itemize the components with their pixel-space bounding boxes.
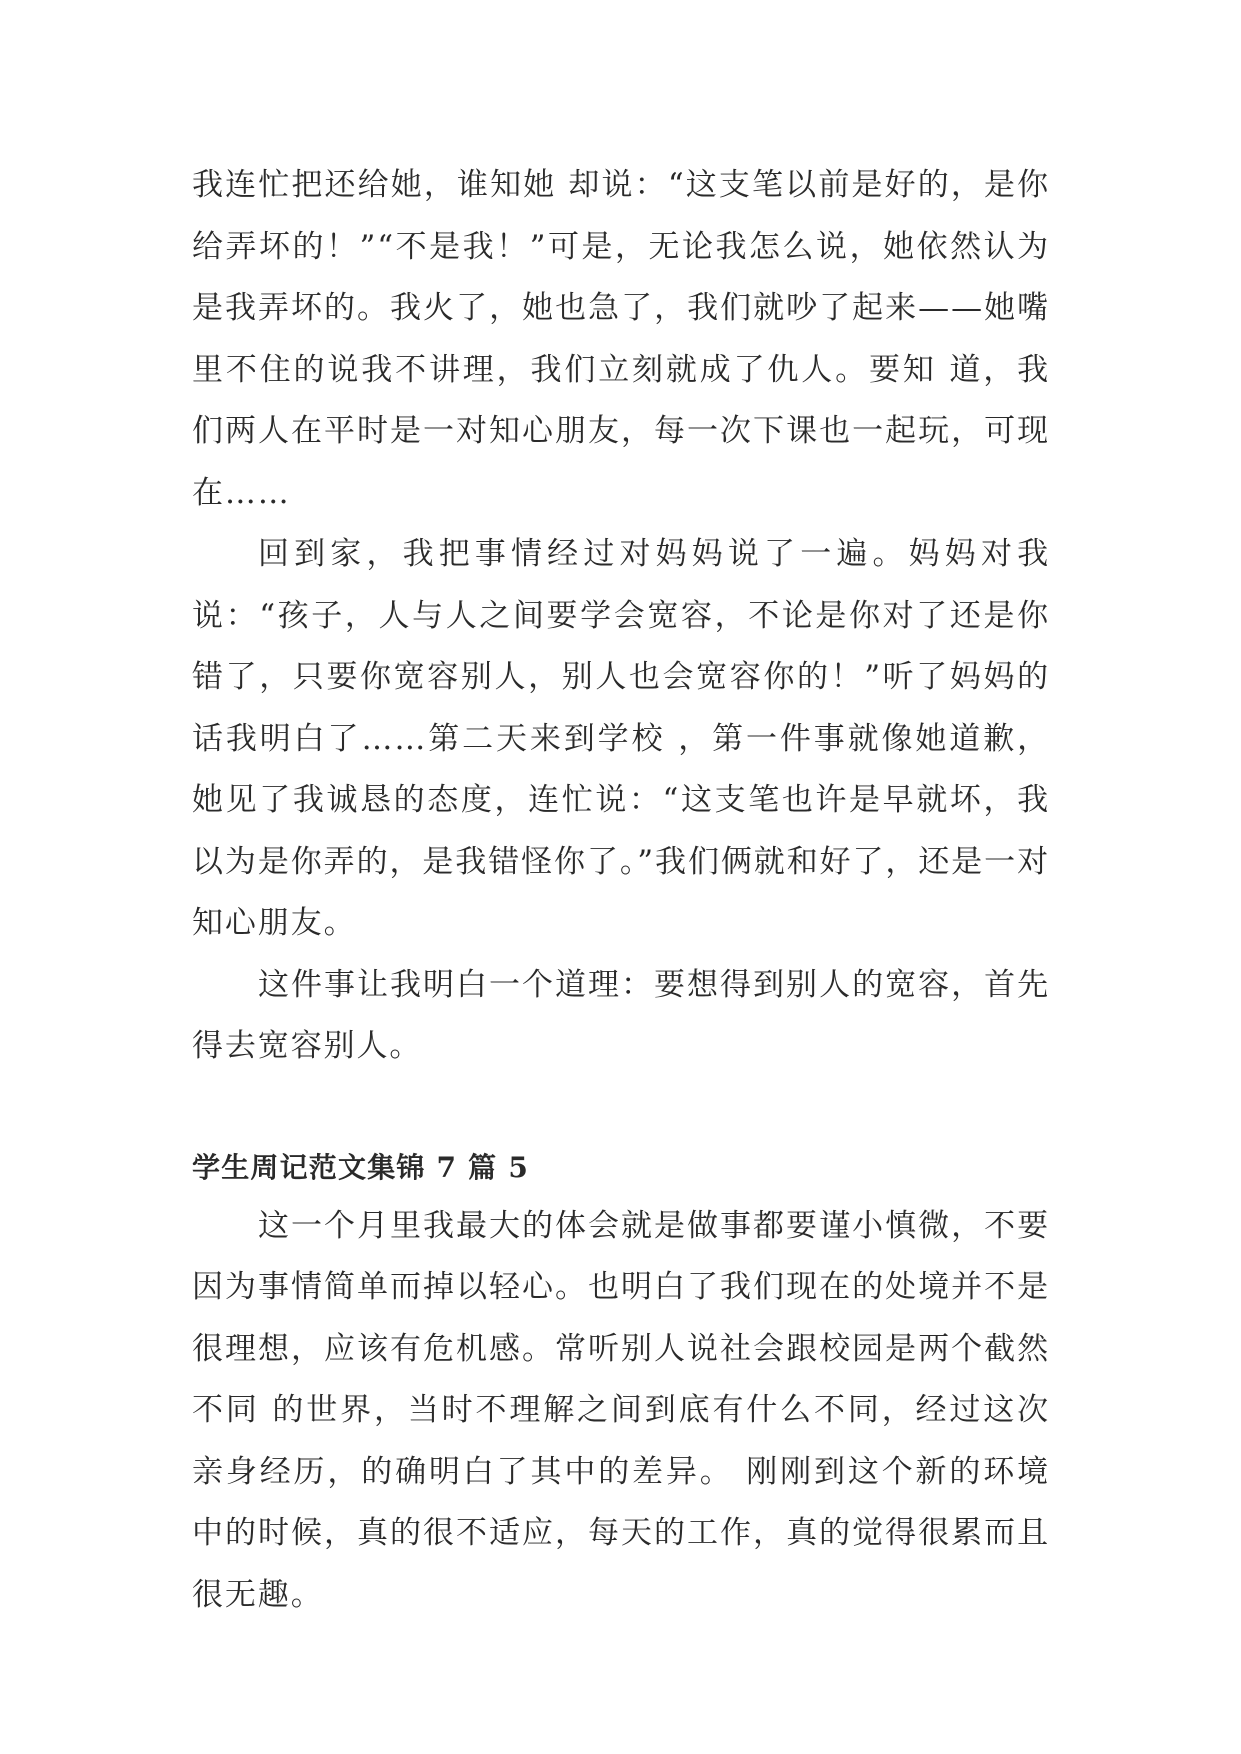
paragraph-monthly-reflection: 这一个月里我最大的体会就是做事都要谨小慎微，不要因为事情简单而掉以轻心。也明白了我们现在的处境并不是很理想，应该有危机感。常听别人说社会跟校园是两个截然不同 的世界，当时不理解之间到底有什么不同，经过这次亲身经历，的确明白了其中的差异。 刚刚到这个新的环境中的时候，真的很不适应，每天的工作，真的觉得很累而且很无趣。: [192, 1207, 1050, 1613]
paragraph-quarrel: 我连忙把还给她，谁知她 却说：“这支笔以前是好的，是你给弄坏的！”“不是我！”可是，无论我怎么说，她依然认为是我弄坏的。我火了，她也急了，我们就吵了起来——她嘴里不住的说我不讲理，我们立刻就成了仇人。要知 道，我们两人在平时是一对知心朋友，每一次下课也一起玩，可现在……: [192, 167, 1050, 511]
section-heading: 学生周记范文集锦 7 篇 5: [192, 1150, 530, 1184]
paragraph-mother-advice: 回到家，我把事情经过对妈妈说了一遍。妈妈对我说：“孩子，人与人之间要学会宽容，不论是你对了还是你错了，只要你宽容别人，别人也会宽容你的！”听了妈妈的话我明白了……第二天来到学校 ，第一件事就像她道歉，她见了我诚恳的态度，连忙说：“这支笔也许是早就坏，我以为是你弄的，是我错怪你了。”我们俩就和好了，还是一对知心朋友。: [192, 536, 1050, 941]
document-page: [192, 155, 1050, 1626]
paragraph-lesson: 这件事让我明白一个道理：要想得到别人的宽容，首先得去宽容别人。: [192, 966, 1050, 1064]
